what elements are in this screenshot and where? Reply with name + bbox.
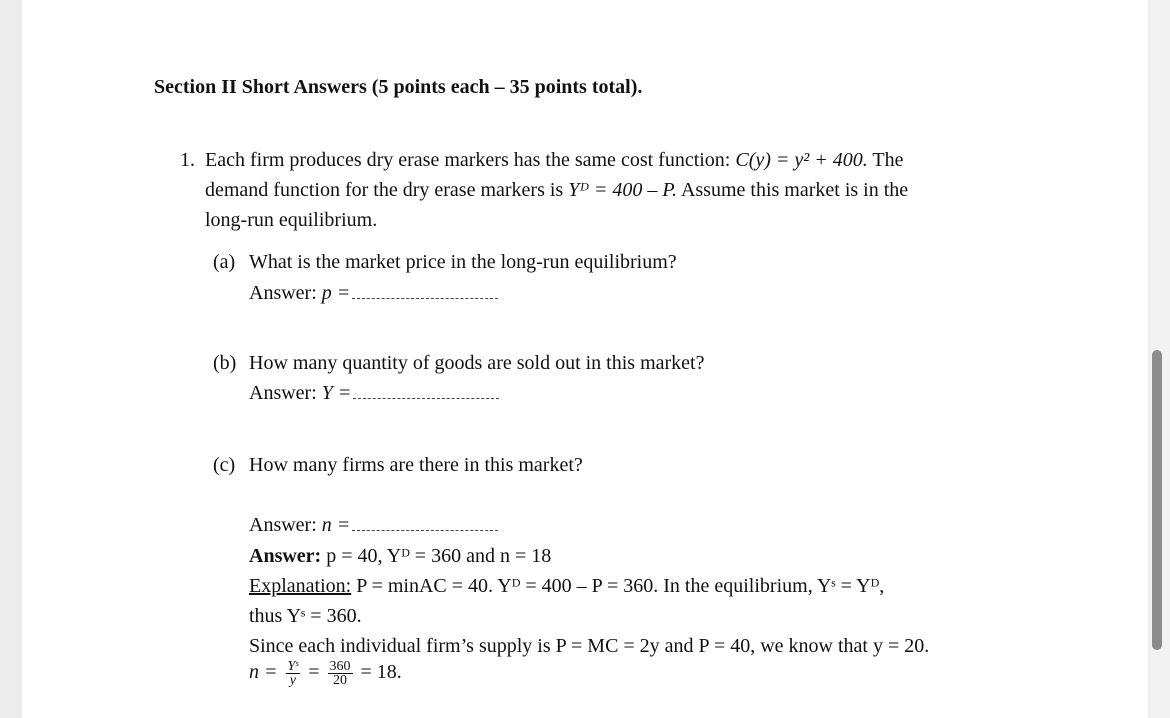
explanation-text: P = minAC = 40. Yᴰ = 400 – P = 360. In the equilibrium, Yˢ = Yᴰ, bbox=[351, 575, 885, 597]
demand-function: Yᴰ = 400 – P. bbox=[568, 179, 678, 201]
solution-answer bbox=[249, 544, 551, 568]
answer-label: Answer: bbox=[249, 382, 317, 404]
part-a-label: (a) bbox=[213, 251, 236, 273]
question-line-3: long-run equilibrium. bbox=[205, 209, 378, 231]
answer-variable: n = bbox=[321, 514, 351, 536]
solution-answer-label: Answer: bbox=[249, 545, 322, 567]
section-title: Section II Short Answers (5 points each – 35 points total). bbox=[154, 76, 643, 98]
question-line-1 bbox=[205, 148, 904, 172]
solution-line-3: Since each individual firm’s supply is P = MC = 2y and P = 40, we know that y = 20. bbox=[249, 635, 930, 657]
part-c-label: (c) bbox=[213, 454, 236, 476]
question-text: Each firm produces dry erase markers has the same cost function: bbox=[205, 149, 736, 171]
cost-function: C(y) = y² + 400. bbox=[735, 149, 868, 171]
fraction-numerator: 360 bbox=[329, 659, 351, 674]
part-b-question: How many quantity of goods are sold out in this market? bbox=[249, 352, 705, 374]
fraction-numerator: Yˢ bbox=[287, 659, 299, 674]
part-c-question: How many firms are there in this market? bbox=[249, 454, 583, 476]
answer-variable: Y = bbox=[321, 382, 352, 404]
part-c-answer bbox=[249, 513, 498, 537]
answer-blank[interactable] bbox=[352, 516, 498, 531]
answer-label: Answer: bbox=[249, 282, 317, 304]
formula-lhs: n = bbox=[249, 661, 278, 684]
fraction-denominator: 20 bbox=[333, 673, 348, 688]
part-b-answer bbox=[249, 381, 499, 405]
answer-variable: p = bbox=[321, 282, 351, 304]
explanation-label: Explanation: bbox=[249, 575, 352, 597]
question-text: demand function for the dry erase markers is bbox=[205, 179, 569, 201]
question-number: 1. bbox=[180, 149, 195, 171]
fraction-supply bbox=[286, 660, 301, 687]
answer-label: Answer: bbox=[249, 514, 317, 536]
solution-line-2: thus Yˢ = 360. bbox=[249, 605, 362, 627]
part-b-label: (b) bbox=[213, 352, 237, 374]
fraction-denominator: y bbox=[289, 673, 296, 688]
formula-result: = 18. bbox=[360, 661, 402, 684]
solution-explanation bbox=[249, 574, 884, 598]
part-a-question: What is the market price in the long-run equilibrium? bbox=[249, 251, 677, 273]
solution-formula bbox=[249, 660, 402, 687]
answer-blank[interactable] bbox=[352, 284, 498, 299]
equals-sign: = bbox=[308, 661, 320, 684]
part-a-answer bbox=[249, 281, 498, 305]
question-line-2 bbox=[205, 178, 908, 202]
fraction-values bbox=[328, 660, 353, 687]
question-text: Assume this market is in the bbox=[677, 179, 909, 201]
scrollbar-thumb[interactable] bbox=[1152, 350, 1162, 650]
solution-answer-text: p = 40, Yᴰ = 360 and n = 18 bbox=[326, 545, 552, 567]
answer-blank[interactable] bbox=[353, 384, 499, 399]
question-text: The bbox=[867, 149, 904, 171]
